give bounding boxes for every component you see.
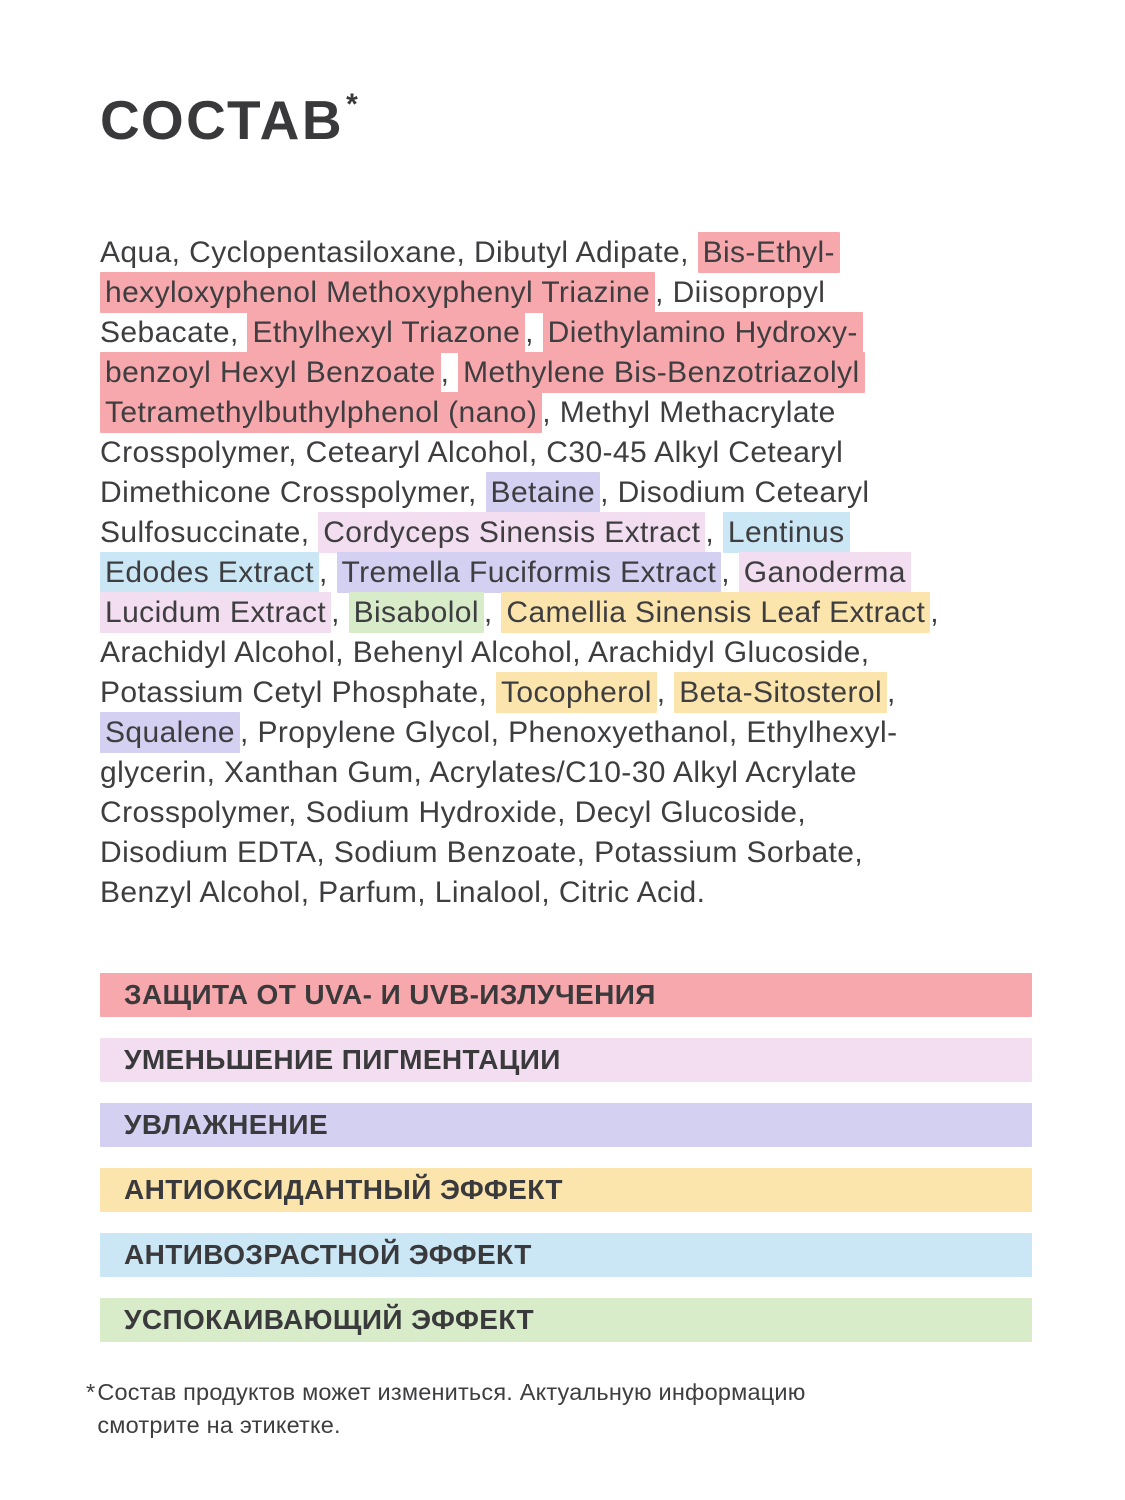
highlighted-ingredient-moisturizing: Betaine: [486, 472, 601, 513]
highlighted-ingredient-moisturizing: Squalene: [100, 712, 240, 753]
highlighted-ingredient-uv: Tetramethylbuthylphenol (nano): [100, 392, 542, 433]
footnote: [86, 1376, 1035, 1442]
ingredient-text: , Methyl Methacrylate: [542, 395, 836, 429]
highlighted-ingredient-soothing: Bisabolol: [349, 592, 484, 633]
ingredient-text: ,: [721, 555, 739, 589]
highlighted-ingredient-uv: Bis-Ethyl-: [698, 232, 840, 273]
legend-label: АНТИОКСИДАНТНЫЙ ЭФФЕКТ: [124, 1173, 563, 1205]
legend-bar-soothing: [100, 1298, 1032, 1342]
legend: [100, 973, 1032, 1342]
ingredients-paragraph: [100, 233, 1035, 913]
ingredient-line: [100, 273, 1035, 313]
highlighted-ingredient-antiage: Lentinus: [723, 512, 850, 553]
ingredient-text: Sebacate,: [100, 315, 248, 349]
ingredient-text: , Disodium Cetearyl: [600, 475, 870, 509]
highlighted-ingredient-pigmentation: Ganoderma: [739, 552, 911, 593]
ingredient-line: [100, 393, 1035, 433]
legend-bar-uv: [100, 973, 1032, 1017]
ingredient-text: ,: [440, 355, 459, 389]
ingredient-text: Sulfosuccinate,: [100, 515, 319, 549]
ingredient-text: , Diisopropyl: [655, 275, 826, 309]
highlighted-ingredient-antiage: Edodes Extract: [100, 552, 319, 593]
highlighted-ingredient-antioxidant: Tocopherol: [496, 672, 657, 713]
ingredient-line: [100, 833, 1035, 873]
legend-bar-antioxidant: [100, 1168, 1032, 1212]
ingredient-line: [100, 673, 1035, 713]
footnote-line-2: смотрите на этикетке.: [97, 1411, 341, 1438]
ingredient-line: [100, 353, 1035, 393]
page-title: [100, 90, 1035, 151]
legend-label: УМЕНЬШЕНИЕ ПИГМЕНТАЦИИ: [124, 1043, 561, 1075]
ingredient-text: Benzyl Alcohol, Parfum, Linalool, Citric Acid.: [100, 875, 706, 909]
legend-label: АНТИВОЗРАСТНОЙ ЭФФЕКТ: [124, 1238, 532, 1270]
ingredient-text: ,: [887, 675, 896, 709]
ingredient-text: Crosspolymer, Cetearyl Alcohol, C30-45 Alkyl Cetearyl: [100, 435, 844, 469]
ingredient-line: [100, 313, 1035, 353]
page-title-text: СОСТАВ: [100, 89, 345, 151]
ingredient-line: [100, 793, 1035, 833]
ingredient-text: ,: [930, 595, 940, 629]
highlighted-ingredient-pigmentation: Cordyceps Sinensis Extract: [318, 512, 705, 553]
legend-label: УВЛАЖНЕНИЕ: [124, 1108, 329, 1140]
highlighted-ingredient-uv: Methylene Bis-Benzotriazolyl: [458, 352, 864, 393]
ingredient-line: [100, 873, 1035, 913]
highlighted-ingredient-uv: hexyloxyphenol Methoxyphenyl Triazine: [100, 272, 655, 313]
legend-label: УСПОКАИВАЮЩИЙ ЭФФЕКТ: [124, 1303, 535, 1335]
footnote-asterisk: *: [86, 1378, 96, 1405]
ingredient-line: [100, 513, 1035, 553]
highlighted-ingredient-antioxidant: Beta-Sitosterol: [674, 672, 887, 713]
legend-label: ЗАЩИТА ОТ UVA- И UVB-ИЗЛУЧЕНИЯ: [124, 978, 656, 1010]
ingredient-text: ,: [331, 595, 349, 629]
ingredient-line: [100, 433, 1035, 473]
ingredient-text: Crosspolymer, Sodium Hydroxide, Decyl Glucoside,: [100, 795, 807, 829]
legend-bar-pigmentation: [100, 1038, 1032, 1082]
footnote-text: [97, 1376, 805, 1442]
highlighted-ingredient-moisturizing: Tremella Fuciformis Extract: [337, 552, 722, 593]
ingredient-text: Potassium Cetyl Phosphate,: [100, 675, 496, 709]
highlighted-ingredient-uv: Diethylamino Hydroxy-: [543, 312, 863, 353]
ingredient-line: [100, 753, 1035, 793]
highlighted-ingredient-antioxidant: Camellia Sinensis Leaf Extract: [501, 592, 930, 633]
highlighted-ingredient-uv: Ethylhexyl Triazone: [247, 312, 525, 353]
ingredient-text: Disodium EDTA, Sodium Benzoate, Potassium Sorbate,: [100, 835, 864, 869]
ingredient-line: [100, 713, 1035, 753]
ingredient-line: [100, 633, 1035, 673]
title-asterisk: *: [346, 88, 361, 121]
ingredient-text: Arachidyl Alcohol, Behenyl Alcohol, Arachidyl Glucoside,: [100, 635, 870, 669]
ingredient-text: glycerin, Xanthan Gum, Acrylates/C10-30 Alkyl Acrylate: [100, 755, 857, 789]
ingredient-text: ,: [656, 675, 675, 709]
footnote-line-1: Состав продуктов может измениться. Актуальную информацию: [97, 1378, 806, 1405]
ingredient-line: [100, 473, 1035, 513]
highlighted-ingredient-uv: benzoyl Hexyl Benzoate: [100, 352, 441, 393]
ingredient-line: [100, 233, 1035, 273]
ingredient-text: ,: [705, 515, 723, 549]
ingredient-text: ,: [525, 315, 543, 349]
ingredient-text: ,: [319, 555, 337, 589]
ingredient-line: [100, 553, 1035, 593]
ingredient-text: ,: [483, 595, 502, 629]
ingredient-text: Aqua, Cyclopentasiloxane, Dibutyl Adipate,: [100, 235, 698, 269]
legend-bar-moisturizing: [100, 1103, 1032, 1147]
ingredient-line: [100, 593, 1035, 633]
ingredient-text: Dimethicone Crosspolymer,: [100, 475, 486, 509]
ingredient-text: , Propylene Glycol, Phenoxyethanol, Ethylhexyl-: [239, 715, 898, 749]
legend-bar-antiage: [100, 1233, 1032, 1277]
highlighted-ingredient-pigmentation: Lucidum Extract: [100, 592, 331, 633]
